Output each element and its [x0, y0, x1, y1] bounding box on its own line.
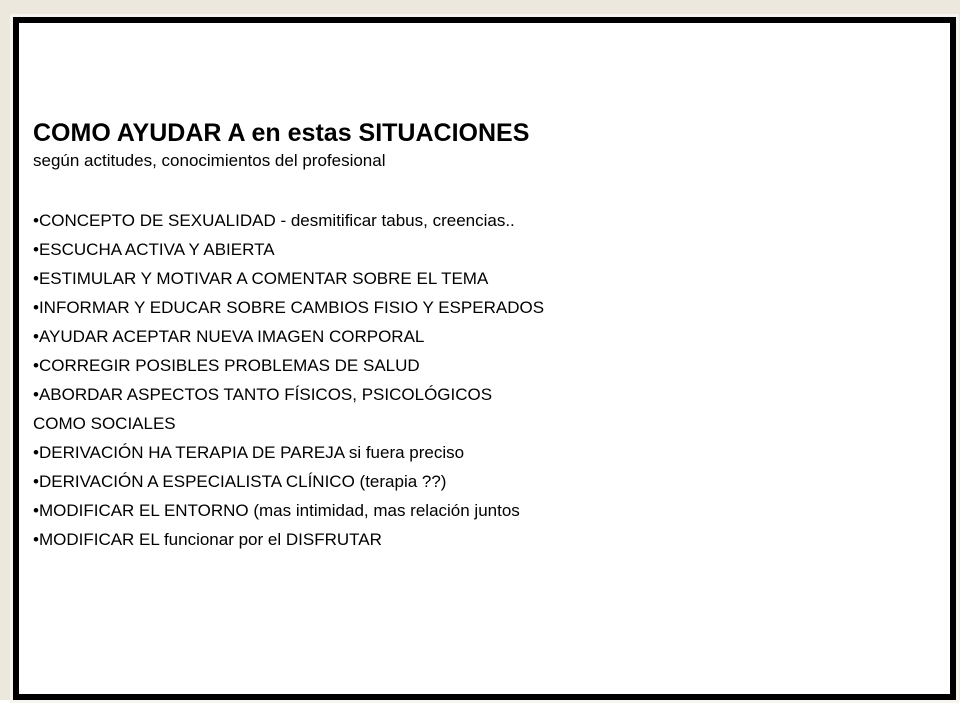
bullet-item	[33, 525, 933, 554]
bullet-text: ESCUCHA ACTIVA Y ABIERTA	[38, 240, 275, 259]
slide-content	[33, 118, 933, 554]
bullet-item	[33, 438, 933, 467]
bullet-glyph: •	[33, 530, 39, 549]
bullet-text: CORREGIR POSIBLES PROBLEMAS DE SALUD	[38, 356, 420, 375]
bullet-text: CONCEPTO DE SEXUALIDAD - desmitificar tabus, creencias..	[38, 211, 515, 230]
bullet-text: DERIVACIÓN HA TERAPIA DE PAREJA si fuera preciso	[38, 443, 465, 462]
bullet-item	[33, 351, 933, 380]
bullet-glyph: •	[33, 327, 39, 346]
bullet-glyph: •	[33, 443, 39, 462]
bullet-glyph: •	[33, 501, 39, 520]
bullet-list	[33, 206, 933, 554]
bullet-glyph: •	[33, 269, 39, 288]
bullet-glyph: •	[33, 211, 39, 230]
bullet-text: MODIFICAR EL funcionar por el DISFRUTAR	[38, 530, 382, 549]
bullet-glyph: •	[33, 298, 39, 317]
bullet-item	[33, 264, 933, 293]
slide-frame	[13, 17, 956, 700]
bullet-item	[33, 235, 933, 264]
bullet-glyph: •	[33, 472, 39, 491]
bullet-continuation	[33, 409, 933, 438]
bullet-item	[33, 293, 933, 322]
bullet-text: MODIFICAR EL ENTORNO (mas intimidad, mas relación juntos	[38, 501, 520, 520]
slide-title: COMO AYUDAR A en estas SITUACIONES	[33, 119, 530, 147]
bullet-item	[33, 322, 933, 351]
continuation-text: COMO SOCIALES	[33, 414, 176, 433]
bullet-text: ABORDAR ASPECTOS TANTO FÍSICOS, PSICOLÓGICOS	[38, 385, 493, 404]
bullet-glyph: •	[33, 385, 39, 404]
bullet-text: DERIVACIÓN A ESPECIALISTA CLÍNICO (terapia ??)	[38, 472, 447, 491]
bullet-text: AYUDAR ACEPTAR NUEVA IMAGEN CORPORAL	[38, 327, 425, 346]
bullet-glyph: •	[33, 240, 39, 259]
bullet-glyph: •	[33, 356, 39, 375]
bullet-item	[33, 467, 933, 496]
bullet-item	[33, 206, 933, 235]
bullet-item	[33, 380, 933, 409]
bullet-text: INFORMAR Y EDUCAR SOBRE CAMBIOS FISIO Y ESPERADOS	[38, 298, 545, 317]
bullet-item	[33, 496, 933, 525]
bullet-text: ESTIMULAR Y MOTIVAR A COMENTAR SOBRE EL TEMA	[38, 269, 489, 288]
slide-subtitle: según actitudes, conocimientos del profesional	[33, 151, 386, 170]
